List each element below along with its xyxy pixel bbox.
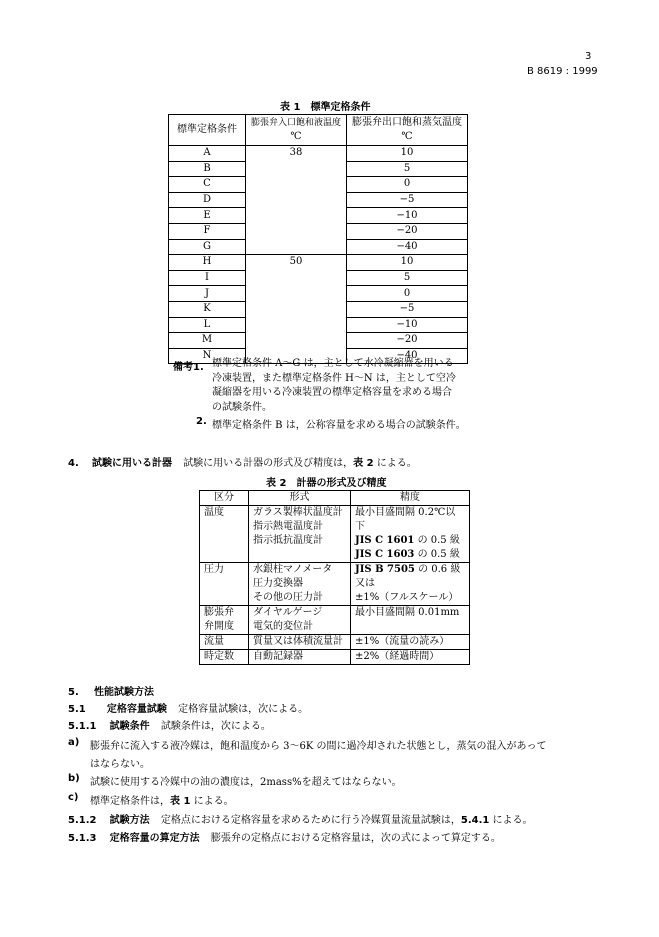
table1-remarks-label: 備考1. xyxy=(173,362,204,373)
section5-1-2-title: 試験方法 xyxy=(109,815,150,826)
table1-cond-cell: N xyxy=(169,348,246,364)
type-line: ダイヤルゲージ xyxy=(253,607,323,618)
table2-header-type: 形式 xyxy=(249,491,351,506)
section5-title: 性能試験方法 xyxy=(93,687,154,698)
table1-cond-cell: J xyxy=(169,286,246,302)
table1-cond-cell: L xyxy=(169,317,246,333)
table-row xyxy=(200,606,470,635)
table1-cond-cell: B xyxy=(169,161,246,177)
table2-types-valve xyxy=(249,606,351,635)
table2-cat-time: 時定数 xyxy=(200,650,249,665)
item-c-ref: 表 1 xyxy=(170,796,191,807)
table1-header-inlet-unit: ℃ xyxy=(290,131,302,142)
table2-acc-pressure xyxy=(351,563,470,606)
section5-1-3-number: 5.1.3 xyxy=(68,833,97,844)
table1-inlet-group-2: 50 xyxy=(246,255,347,364)
item-c-label: c) xyxy=(68,792,79,803)
section5-1-text: 定格容量試験は，次による。 xyxy=(178,704,309,715)
table1-header-inlet-name: 膨張弁入口飽和液温度 xyxy=(250,118,341,128)
table1-outlet-cell: 10 xyxy=(347,255,468,271)
table2-header-accuracy: 精度 xyxy=(351,491,470,506)
table1-outlet-cell: −10 xyxy=(347,317,468,333)
section5-1 xyxy=(68,700,308,715)
type-line: 圧力変換器 xyxy=(253,578,303,589)
item-c-text-a: 標準定格条件は， xyxy=(90,796,170,807)
table2-types-pressure xyxy=(249,563,351,606)
table1-cond-cell: I xyxy=(169,270,246,286)
section5-1-2-text-a: 定格点における定格容量を求めるために行う冷媒質量流量試験は， xyxy=(160,815,461,826)
table-row xyxy=(200,650,470,665)
type-line: 指示熱電温度計 xyxy=(253,521,323,532)
remark1-line: 冷凍装置，また標準定格条件 H～N は，主として空冷 xyxy=(212,372,456,384)
acc-line xyxy=(355,548,465,562)
table2-acc-temp xyxy=(351,506,470,563)
item-a xyxy=(68,737,547,752)
acc-rest: の 0.6 級 xyxy=(414,564,461,575)
table2-cat-flow: 流量 xyxy=(200,635,249,650)
section5-1-2-number: 5.1.2 xyxy=(68,815,97,826)
section5-1-2-text-b: による。 xyxy=(489,815,533,826)
section5-1-2-ref: 5.4.1 xyxy=(460,815,490,826)
remark1-line: の試験条件。 xyxy=(212,401,272,413)
std-ref: JIS C 1603 xyxy=(355,549,415,560)
table1-inlet-group-1: 38 xyxy=(246,146,347,255)
table1-outlet-cell: 0 xyxy=(347,177,468,193)
section4-number: 4. xyxy=(68,458,79,469)
table2-types-temp xyxy=(249,506,351,563)
remark1-line: 標準定格条件 A～G は，主として水冷凝縮器を用いる xyxy=(212,358,454,369)
acc-line xyxy=(355,534,465,548)
item-c xyxy=(68,792,234,807)
table2 xyxy=(199,490,470,665)
section5-1-1-text: 試験条件は，次による。 xyxy=(160,721,271,732)
table1-outlet-cell: −5 xyxy=(347,192,468,208)
section5-1-3-text: 膨張弁の定格点における定格容量は，次の式によって算定する。 xyxy=(210,833,501,844)
section5-1-3-title: 定格容量の算定方法 xyxy=(109,833,200,844)
table1-remark1 xyxy=(212,357,456,415)
section4-ref: 表 2 xyxy=(353,458,374,469)
section4-text-b: による。 xyxy=(373,458,417,469)
document-code: B 8619 : 1999 xyxy=(527,66,598,77)
table-row xyxy=(200,506,470,563)
cat-line: 膨張弁 xyxy=(204,607,234,618)
table1-outlet-cell: 5 xyxy=(347,270,468,286)
item-a-line1: 膨張弁に流入する液冷媒は，飽和温度から 3～6K の間に過冷却された状態とし，蒸気の混入があって xyxy=(90,741,547,752)
item-b-label: b) xyxy=(68,773,80,784)
table2-type-flow: 質量又は体積流量計 xyxy=(249,635,351,650)
std-ref: JIS C 1601 xyxy=(355,535,415,546)
table1-outlet-cell: −40 xyxy=(347,348,468,364)
cat-line: 弁開度 xyxy=(204,621,234,632)
section5-1-1-title: 試験条件 xyxy=(109,721,150,732)
table1-outlet-cell: −20 xyxy=(347,223,468,239)
section4-text-a: 試験に用いる計器の形式及び精度は， xyxy=(183,458,354,469)
section4-heading xyxy=(68,454,417,469)
table-row xyxy=(169,146,468,162)
table1-cond-cell: M xyxy=(169,333,246,349)
section5-1-1 xyxy=(68,717,271,732)
table-row xyxy=(200,563,470,606)
table2-cat-temp: 温度 xyxy=(200,506,249,563)
section5-1-number: 5.1 xyxy=(68,704,86,715)
table2-type-time: 自動記録器 xyxy=(249,650,351,665)
table1-cond-cell: F xyxy=(169,223,246,239)
acc-line: 最小目盛間隔 0.2℃以下 xyxy=(355,507,456,532)
table2-acc-time: ±2%（経過時間） xyxy=(351,650,470,665)
table1-cond-cell: D xyxy=(169,192,246,208)
table1-outlet-cell: 0 xyxy=(347,286,468,302)
section5-1-1-number: 5.1.1 xyxy=(68,721,97,732)
table1-cond-cell: K xyxy=(169,301,246,317)
acc-line: ±1%（フルスケール） xyxy=(355,592,459,603)
table1-header-outlet-name: 膨張弁出口飽和蒸気温度 xyxy=(352,117,462,128)
table2-cat-valve xyxy=(200,606,249,635)
acc-rest: の 0.5 級 xyxy=(414,535,460,546)
table1-header-inlet xyxy=(246,115,347,146)
table1-remark2: 標準定格条件 B は，公称容量を求める場合の試験条件。 xyxy=(212,420,466,431)
table1-outlet-cell: 5 xyxy=(347,161,468,177)
type-line: 水銀柱マノメータ xyxy=(253,564,333,575)
table1-header-outlet-unit: ℃ xyxy=(401,131,413,142)
type-line: 電気的変位計 xyxy=(253,621,313,632)
remark1-line: 凝縮器を用いる冷凍装置の標準定格容量を求める場合 xyxy=(212,387,452,398)
table1-header-condition: 標準定格条件 xyxy=(169,115,246,146)
type-line: 指示抵抗温度計 xyxy=(253,535,323,546)
item-a-label: a) xyxy=(68,737,80,748)
section4-title: 試験に用いる計器 xyxy=(91,458,172,469)
acc-line: 又は xyxy=(355,578,375,589)
table2-cat-pressure: 圧力 xyxy=(200,563,249,606)
item-a-line2: はならない。 xyxy=(90,759,150,770)
table-row xyxy=(169,255,468,271)
table1-header-outlet xyxy=(347,115,468,146)
page-number: 3 xyxy=(585,51,592,62)
section5-1-2-text xyxy=(161,815,533,826)
table2-acc-valve: 最小目盛間隔 0.01mm xyxy=(351,606,470,635)
item-b-text: 試験に使用する冷媒中の油の濃度は，2mass%を超えてはならない。 xyxy=(90,777,402,788)
section5-number: 5. xyxy=(68,687,79,698)
section5-heading xyxy=(68,683,154,698)
table1-cond-cell: G xyxy=(169,239,246,255)
table1-title: 表 1 標準定格条件 xyxy=(280,102,371,113)
section5-1-title: 定格容量試験 xyxy=(106,704,167,715)
type-line: その他の圧力計 xyxy=(253,592,323,603)
table1-remark2-number: 2. xyxy=(196,416,207,427)
item-b xyxy=(68,773,402,788)
std-ref: JIS B 7505 xyxy=(355,564,415,575)
table1 xyxy=(168,114,468,364)
type-line: ガラス製棒状温度計 xyxy=(253,507,343,518)
table1-outlet-cell: −10 xyxy=(347,208,468,224)
section5-1-2 xyxy=(68,811,533,826)
table1-outlet-cell: −20 xyxy=(347,333,468,349)
table2-title: 表 2 計器の形式及び精度 xyxy=(266,478,387,489)
table1-outlet-cell: −40 xyxy=(347,239,468,255)
table2-acc-flow: ±1%（流量の読み） xyxy=(351,635,470,650)
item-c-text xyxy=(90,792,234,807)
table2-header-category: 区分 xyxy=(200,491,249,506)
section5-1-3 xyxy=(68,829,501,844)
table1-cond-cell: C xyxy=(169,177,246,193)
table1-outlet-cell: 10 xyxy=(347,146,468,162)
table1-outlet-cell: −5 xyxy=(347,301,468,317)
table1-cond-cell: A xyxy=(169,146,246,162)
item-c-text-b: による。 xyxy=(190,796,234,807)
acc-line xyxy=(355,563,465,577)
table1-cond-cell: H xyxy=(169,255,246,271)
table-row xyxy=(200,635,470,650)
acc-rest: の 0.5 級 xyxy=(414,549,460,560)
table1-cond-cell: E xyxy=(169,208,246,224)
